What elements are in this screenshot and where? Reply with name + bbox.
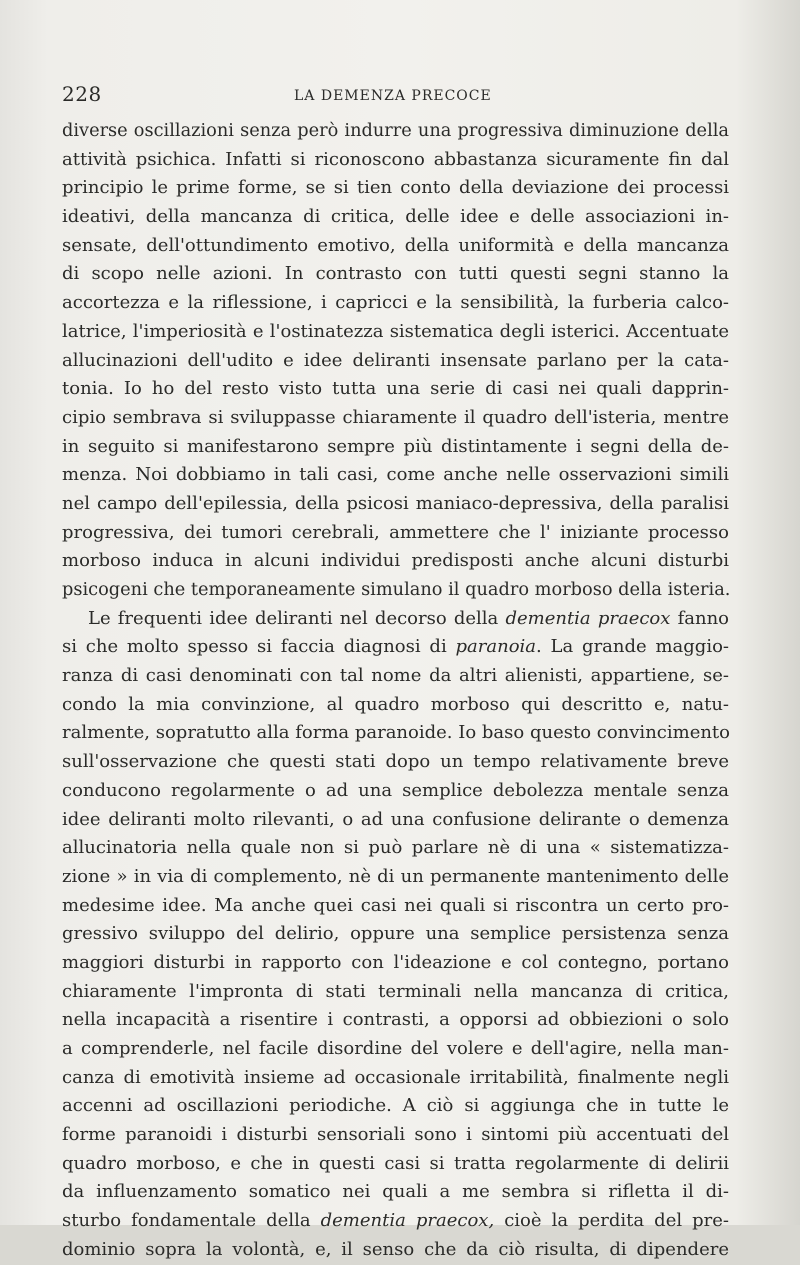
text-line: [62, 1150, 729, 1179]
text-segment: a comprenderle, nel facile disordine del volere e dell'agire, nella man-: [62, 1038, 729, 1059]
text-segment: cioè la perdita del pre-: [494, 1210, 730, 1232]
text-line: [62, 1064, 729, 1093]
text-line: [62, 1236, 729, 1265]
text-line: [62, 347, 729, 376]
text-segment: condo la mia convinzione, al quadro morboso qui descritto e, natu-: [62, 693, 729, 715]
text-segment: da influenzamento somatico nei quali a me sembra si rifletta il di-: [62, 1181, 729, 1203]
text-segment: allucinazioni dell'udito e idee deliranti insensate parlano per la cata-: [62, 349, 729, 371]
text-line: [62, 576, 729, 605]
text-segment: morboso induca in alcuni individui predisposti anche alcuni disturbi: [62, 550, 729, 572]
text-line: [62, 777, 729, 806]
text-line: [62, 260, 729, 289]
text-segment: menza. Noi dobbiamo in tali casi, come anche nelle osservazioni simili: [62, 464, 729, 486]
text-line: [62, 1178, 729, 1207]
text-line: [62, 461, 729, 490]
text-segment: sull'osservazione che questi stati dopo un tempo relativamente breve: [62, 751, 729, 773]
text-line: [62, 978, 729, 1007]
text-line: [62, 605, 729, 634]
text-line: [62, 318, 729, 347]
text-line: [62, 203, 729, 232]
text-line: [62, 146, 729, 175]
running-title: LA DEMENZA PRECOCE: [294, 88, 492, 104]
text-line: [62, 1035, 729, 1064]
text-segment: si che molto spesso si faccia diagnosi di: [62, 636, 456, 658]
text-segment: medesime idee. Ma anche quei casi nei quali si riscontra un certo pro-: [62, 894, 729, 916]
text-segment: zione » in via di complemento, nè di un permanente mantenimento delle: [62, 865, 729, 887]
text-segment: accortezza e la riflessione, i capricci e la sensibilità, la furberia calco-: [62, 292, 729, 314]
text-segment: canza di emotività insieme ad occasionale irritabilità, finalmente negli: [62, 1066, 729, 1088]
text-segment: di scopo nelle azioni. In contrasto con tutti questi segni stanno la: [62, 263, 729, 285]
text-line: [62, 174, 729, 203]
text-line: [62, 806, 729, 835]
text-line: [62, 1121, 729, 1150]
text-segment: Le frequenti idee deliranti nel decorso della: [88, 607, 506, 629]
text-line: [62, 834, 729, 863]
text-line: [62, 892, 729, 921]
italic-text: dementia praecox,: [320, 1210, 495, 1232]
text-segment: nella incapacità a risentire i contrasti, a opporsi ad obbiezioni o solo: [62, 1009, 729, 1031]
text-segment: quadro morboso, e che in questi casi si tratta regolarmente di delirii: [62, 1152, 729, 1174]
text-line: [62, 863, 729, 892]
text-line: [62, 1207, 729, 1236]
text-segment: attività psichica. Infatti si riconoscono abbastanza sicuramente fin dal: [62, 148, 729, 170]
text-line: [62, 662, 729, 691]
text-segment: tonia. Io ho del resto visto tutta una serie di casi nei quali dapprin-: [62, 378, 729, 400]
text-line: [62, 949, 729, 978]
text-segment: in seguito si manifestarono sempre più distintamente i segni della de-: [62, 435, 729, 457]
text-line: [62, 1006, 729, 1035]
text-line: [62, 633, 729, 662]
text-segment: accenni ad oscillazioni periodiche. A ciò si aggiunga che in tutte le: [62, 1095, 729, 1117]
text-segment: latrice, l'imperiosità e l'ostinatezza sistematica degli isterici. Accentuate: [62, 320, 729, 342]
text-line: [62, 1092, 729, 1121]
text-segment: principio le prime forme, se si tien conto della deviazione dei processi: [62, 177, 729, 199]
text-line: [62, 748, 729, 777]
page-header: [62, 82, 732, 112]
text-segment: idee deliranti molto rilevanti, o ad una confusione delirante o demenza: [62, 808, 729, 830]
text-segment: cipio sembrava si sviluppasse chiaramente il quadro dell'isteria, mentre: [62, 406, 729, 428]
text-segment: ralmente, sopratutto alla forma paranoide. Io baso questo convincimento: [62, 722, 731, 744]
text-line: [62, 691, 729, 720]
text-segment: ranza di casi denominati con tal nome da altri alienisti, appartiene, se-: [62, 665, 729, 687]
text-segment: nel campo dell'epilessia, della psicosi maniaco-depressiva, della paralisi: [62, 492, 729, 514]
text-line: [62, 404, 729, 433]
text-segment: maggiori disturbi in rapporto con l'ideazione e col contegno, portano: [62, 951, 729, 973]
text-segment: allucinatoria nella quale non si può parlare nè di una « sistematizza-: [62, 837, 729, 859]
text-line: [62, 433, 729, 462]
text-line: [62, 920, 729, 949]
text-line: [62, 519, 729, 548]
text-line: [62, 490, 729, 519]
text-line: [62, 719, 729, 748]
italic-text: dementia praecox: [505, 607, 671, 629]
text-segment: ideativi, della mancanza di critica, delle idee e delle associazioni in-: [62, 206, 729, 228]
text-segment: forme paranoidi i disturbi sensoriali sono i sintomi più accentuati del: [62, 1124, 729, 1146]
text-segment: sensate, dell'ottundimento emotivo, della uniformità e della mancanza: [62, 234, 729, 256]
text-segment: dominio sopra la volontà, e, il senso che da ciò risulta, di dipendere: [62, 1238, 729, 1260]
text-segment: psicogeni che temporaneamente simulano il quadro morboso della isteria.: [62, 580, 731, 600]
text-segment: conducono regolarmente o ad una semplice debolezza mentale senza: [62, 779, 729, 801]
body-text: [62, 117, 729, 1265]
page-number: 228: [62, 82, 102, 106]
text-segment: chiaramente l'impronta di stati terminali nella mancanza di critica,: [62, 980, 729, 1002]
text-line: [62, 547, 729, 576]
text-segment: sturbo fondamentale della: [62, 1210, 321, 1232]
text-segment: progressiva, dei tumori cerebrali, ammettere che l' iniziante processo: [62, 521, 729, 543]
text-segment: fanno: [670, 607, 730, 629]
text-segment: . La grande maggio-: [536, 636, 730, 658]
text-segment: diverse oscillazioni senza però indurre una progressiva diminuzione della: [62, 121, 729, 141]
text-line: [62, 289, 729, 318]
italic-text: paranoia: [455, 636, 537, 658]
text-line: [62, 232, 729, 261]
text-segment: gressivo sviluppo del delirio, oppure una semplice persistenza senza: [62, 923, 729, 945]
text-line: [62, 117, 729, 146]
text-line: [62, 375, 729, 404]
